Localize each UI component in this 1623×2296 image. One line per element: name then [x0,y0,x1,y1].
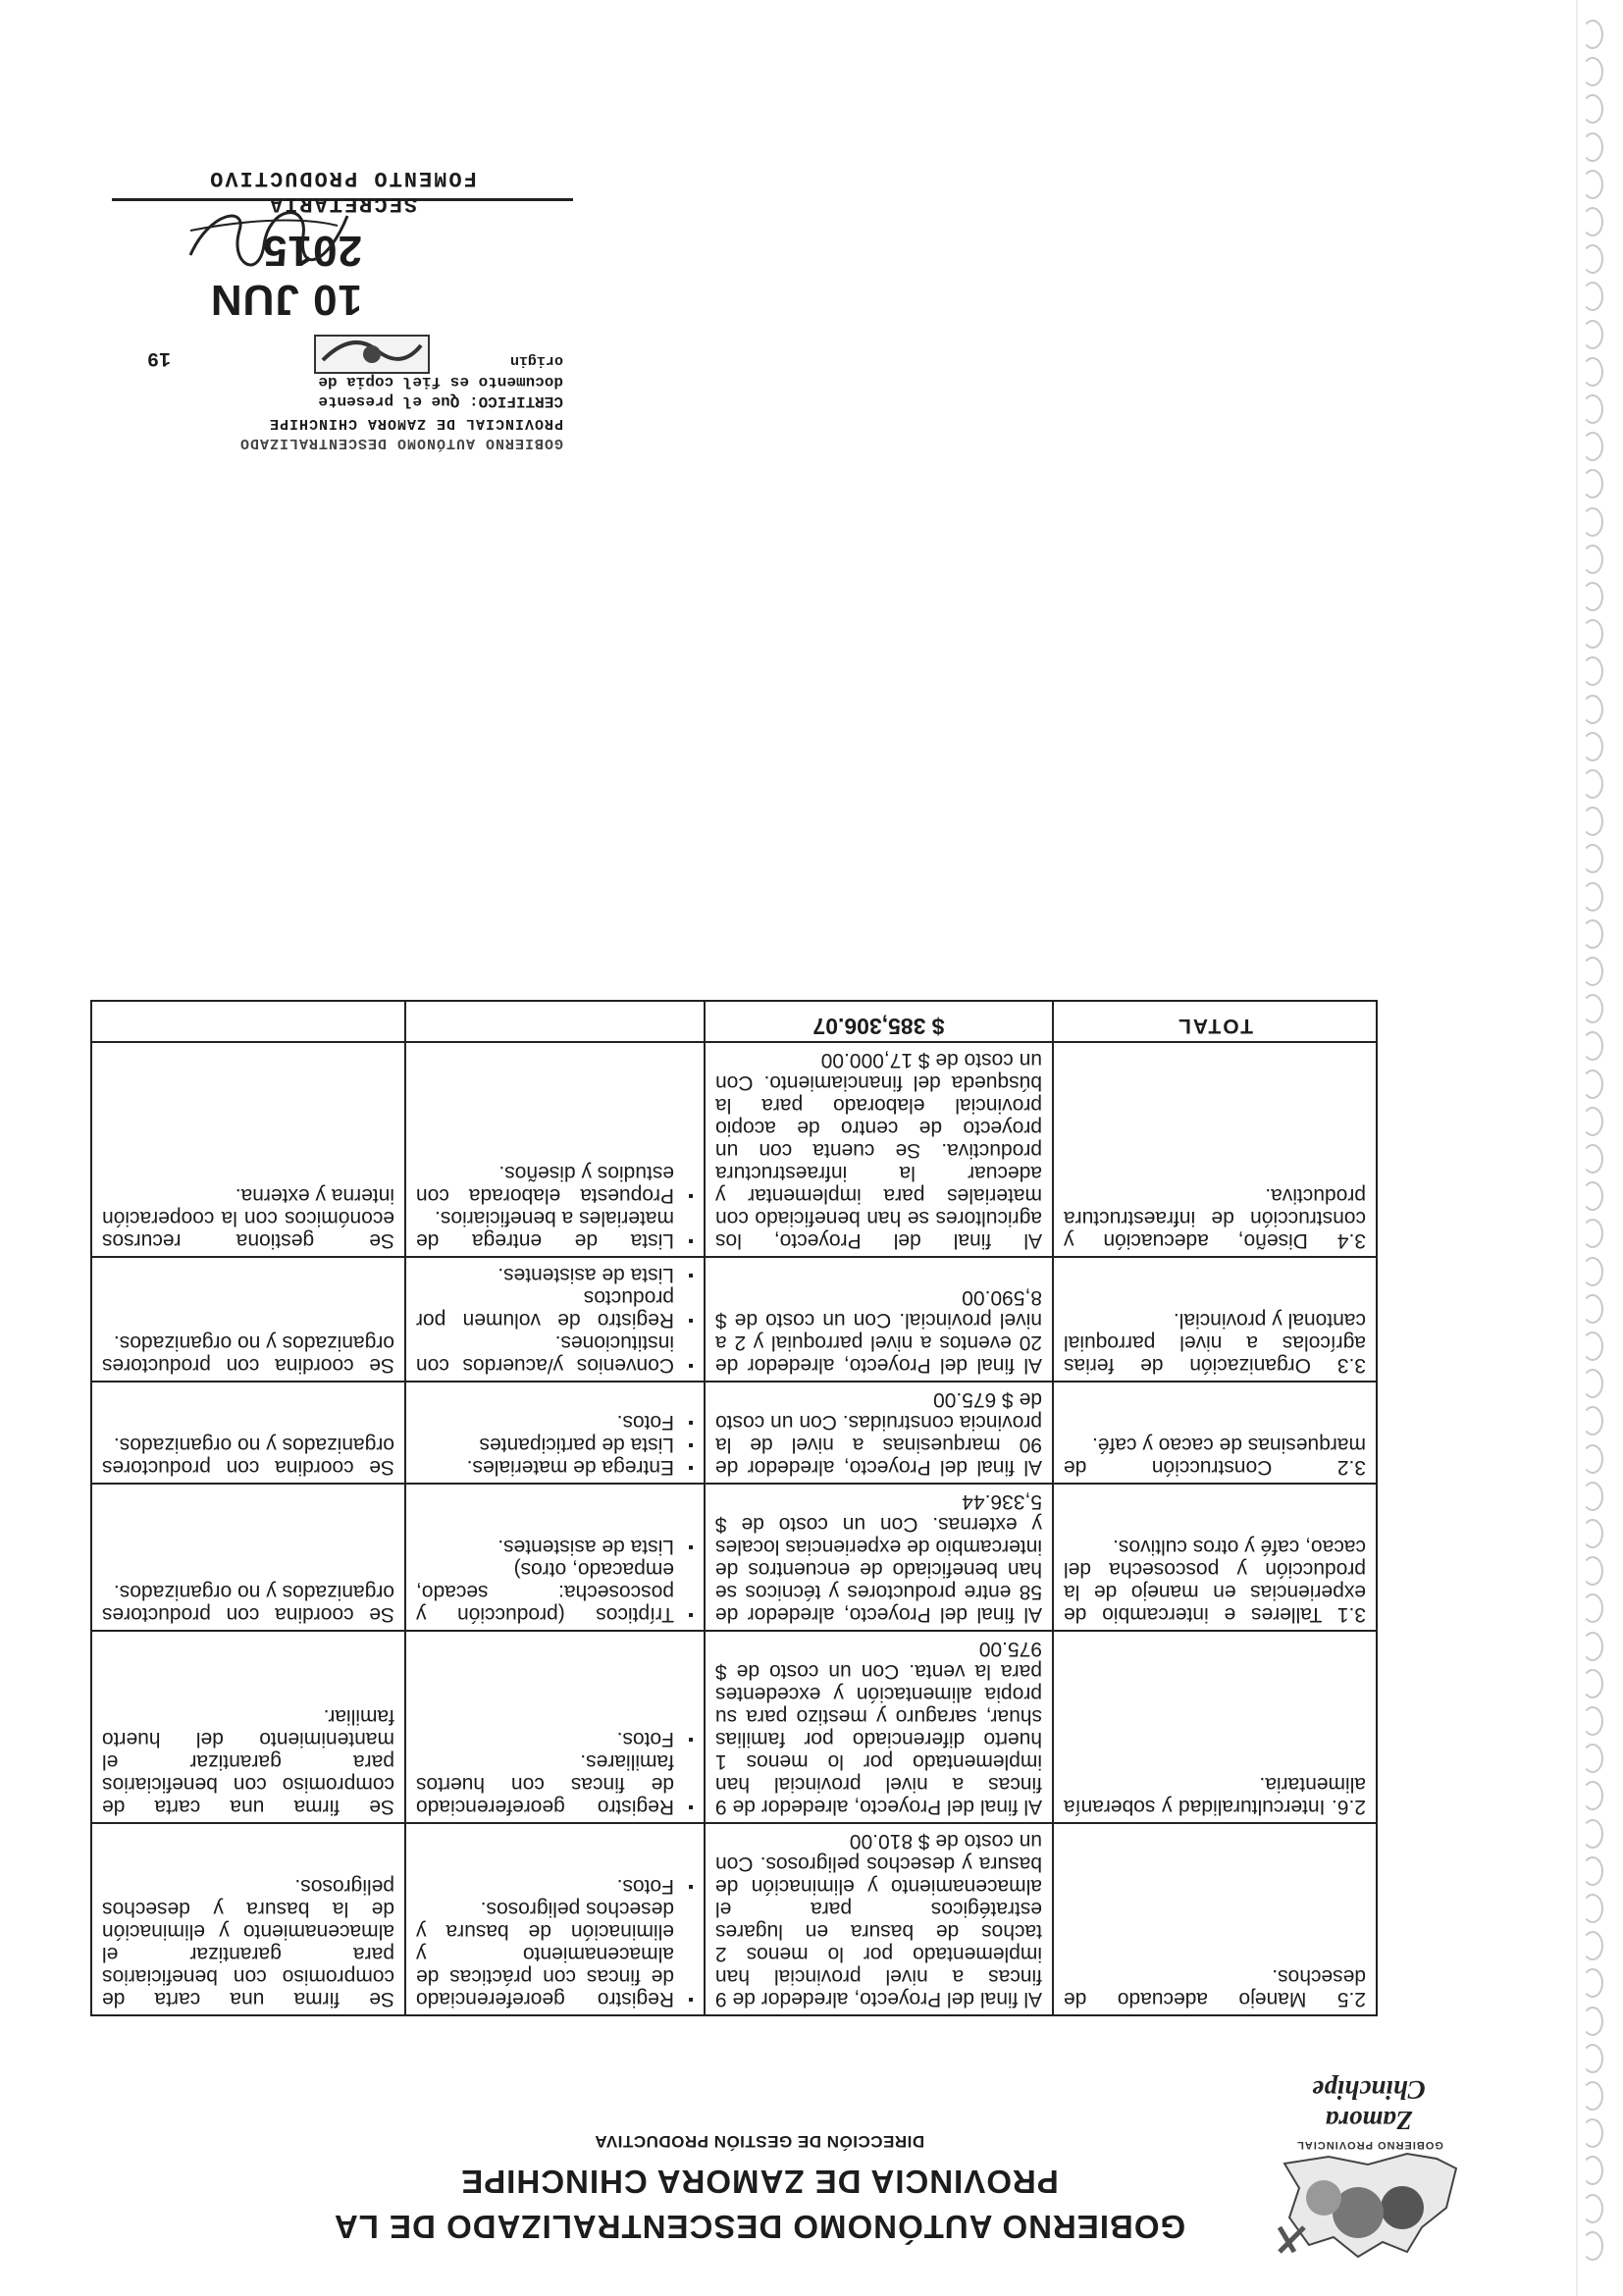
verification-cell [405,1257,705,1382]
logo-name: Zamora Chinchipe [1312,2075,1426,2135]
list-item: ▪ Convenios y/acuerdos con instituciones. [416,1331,694,1377]
official-seal-icon [313,334,431,375]
table-row [91,1484,1377,1631]
activity-cell: 3.3 Organización de ferias agrícolas a nivel parroquial cantonal y provincial. [1053,1257,1377,1382]
stamp-office-line-1: SECRETARIA [267,191,418,216]
assumption-cell: Se gestiona recursos económicos con la cooperación interna y externa. [91,1042,405,1257]
province-map-icon [1270,2149,1476,2267]
empty-cell [405,1001,705,1042]
table-row [91,1257,1377,1382]
stamp-office-line-2: FOMENTO PRODUCTIVO [208,166,477,190]
stamp-entity-line-1: GOBIERNO AUTÓNOMO DESCENTRALIZADO [238,435,563,451]
list-item: ▪ Fotos. [416,1411,694,1434]
page-number: 19 [146,346,171,369]
target-cell: Al final del Proyecto, los agricultores se han beneficiado con materiales para implementar y adecuar la infraestructura productiva. Se cuenta con un proyecto de centro de acopio provincial elaborado para la búsqueda del financiamiento. Con un costo de $ 17,000.00 [705,1042,1053,1257]
title-line-1: GOBIERNO AUTÓNOMO DESCENTRALIZADO DE LA [333,2209,1186,2245]
document-title [318,2159,1201,2249]
list-item: ▪ Fotos. [416,1875,694,1898]
activity-cell: 2.6. Interculturalidad y soberanía alimentaria. [1053,1631,1377,1823]
assumption-cell: Se coordina con productores organizados y no organizados. [91,1382,405,1484]
verification-cell [405,1382,705,1484]
list-item: ▪ Registro georeferenciado de fincas con prácticas de almacenamiento y eliminación de basura y desechos peligrosos. [416,1898,694,2010]
table-row [91,1631,1377,1823]
target-cell: Al final del Proyecto, alrededor de 90 marquesinas a nivel de la provincia construidas. Con un costo de $ 675.00 [705,1382,1053,1484]
list-item: ▪ Fotos. [416,1728,694,1750]
list-item: ▪ Lista de asistentes. [416,1536,694,1558]
list-item: ▪ Propuesta elaborada con estudios y diseños. [416,1162,694,1207]
stamp-certify-line-2: documento es fiel copia de [318,373,563,391]
list-item: ▪ Registro de volumen por productos [416,1286,694,1331]
document-header [151,2041,1476,2267]
assumption-cell: Se firma una carta de compromiso con beneficiarios para garantizar el almacenamiento y eliminación de la basura y desechos peligrosos. [91,1823,405,2015]
empty-cell [91,1001,405,1042]
assumption-cell: Se coordina con productores organizados y no organizados. [91,1257,405,1382]
list-item: ▪ Lista de asistentes. [416,1264,694,1286]
activity-cell: 3.2 Construcción de marquesinas de cacao y café. [1053,1382,1377,1484]
verification-cell [405,1042,705,1257]
table-row [91,1042,1377,1257]
document-subtitle: DIRECCIÓN DE GESTIÓN PRODUCTIVA [594,2132,925,2151]
verification-cell [405,1484,705,1631]
logo-caption: GOBIERNO PROVINCIAL [1296,2139,1443,2151]
total-value: $ 385,306.07 [705,1001,1053,1042]
table-row [91,1382,1377,1484]
stamp-entity-line-2: PROVINCIAL DE ZAMORA CHINCHIPE [268,415,563,432]
target-cell: Al final del Proyecto, alrededor de 20 eventos a nivel parroquial y 2 a nivel provincial. Con un costo de $ 8,590.00 [705,1257,1053,1382]
stamp-certify-line-1: CERTIFICO: Que el presente [318,392,563,410]
list-item: ▪ Registro georeferenciado de fincas con huertos familiares. [416,1750,694,1818]
table-row [91,1823,1377,2015]
assumption-cell: Se coordina con productores organizados y no organizados. [91,1484,405,1631]
assumption-cell: Se firma una carta de compromiso con beneficiarios para garantizar el mantenimiento del huerto familiar. [91,1631,405,1823]
activity-cell: 3.4 Diseño, adecuación y construcción de infraestructura productiva. [1053,1042,1377,1257]
provincial-logo [1270,2075,1476,2267]
activity-cell: 2.5 Manejo adecuado de desechos. [1053,1823,1377,2015]
stamp-certify-line-3: origin [509,352,563,369]
certification-stamp [122,118,563,451]
activities-table [90,1000,1378,2016]
total-row [91,1001,1377,1042]
list-item: ▪ Entrega de materiales. [416,1456,694,1479]
stamp-date: 10 JUN 2015 [209,227,362,324]
total-label: TOTAL [1053,1001,1377,1042]
activity-cell: 3.1 Talleres e intercambio de experiencias en manejo de la producción y poscosecha del cacao, café y otros cultivos. [1053,1484,1377,1631]
list-item: ▪ Lista de participantes [416,1434,694,1456]
verification-cell [405,1631,705,1823]
title-line-2: PROVINCIA DE ZAMORA CHINCHIPE [460,2164,1059,2200]
target-cell: Al final del Proyecto, alrededor de 58 entre productores y técnicos se han beneficiado de encuentros de intercambio de experiencias locales y externas. Con un costo de $ 5,336.44 [705,1484,1053,1631]
list-item: ▪ Trípticos (producción y poscosecha: secado, empacado, otros) [416,1558,694,1626]
target-cell: Al final del Proyecto, alrededor de 9 fincas a nivel provincial han implementado por lo menos 1 huerto diferenciado por familias shuar, saraguro y mestizo para su propia alimentación y excedentes para la venta. Con un costo de $ 975.00 [705,1631,1053,1823]
verification-cell [405,1823,705,2015]
list-item: ▪ Lista de entrega de materiales a beneficiarios. [416,1207,694,1252]
target-cell: Al final del Proyecto, alrededor de 9 fincas a nivel provincial han implementado por lo menos 2 tachos de basura en lugares estratégicos para el almacenamiento y eliminación de basura y desechos peligrosos. Con un costo de $ 810.00 [705,1823,1053,2015]
